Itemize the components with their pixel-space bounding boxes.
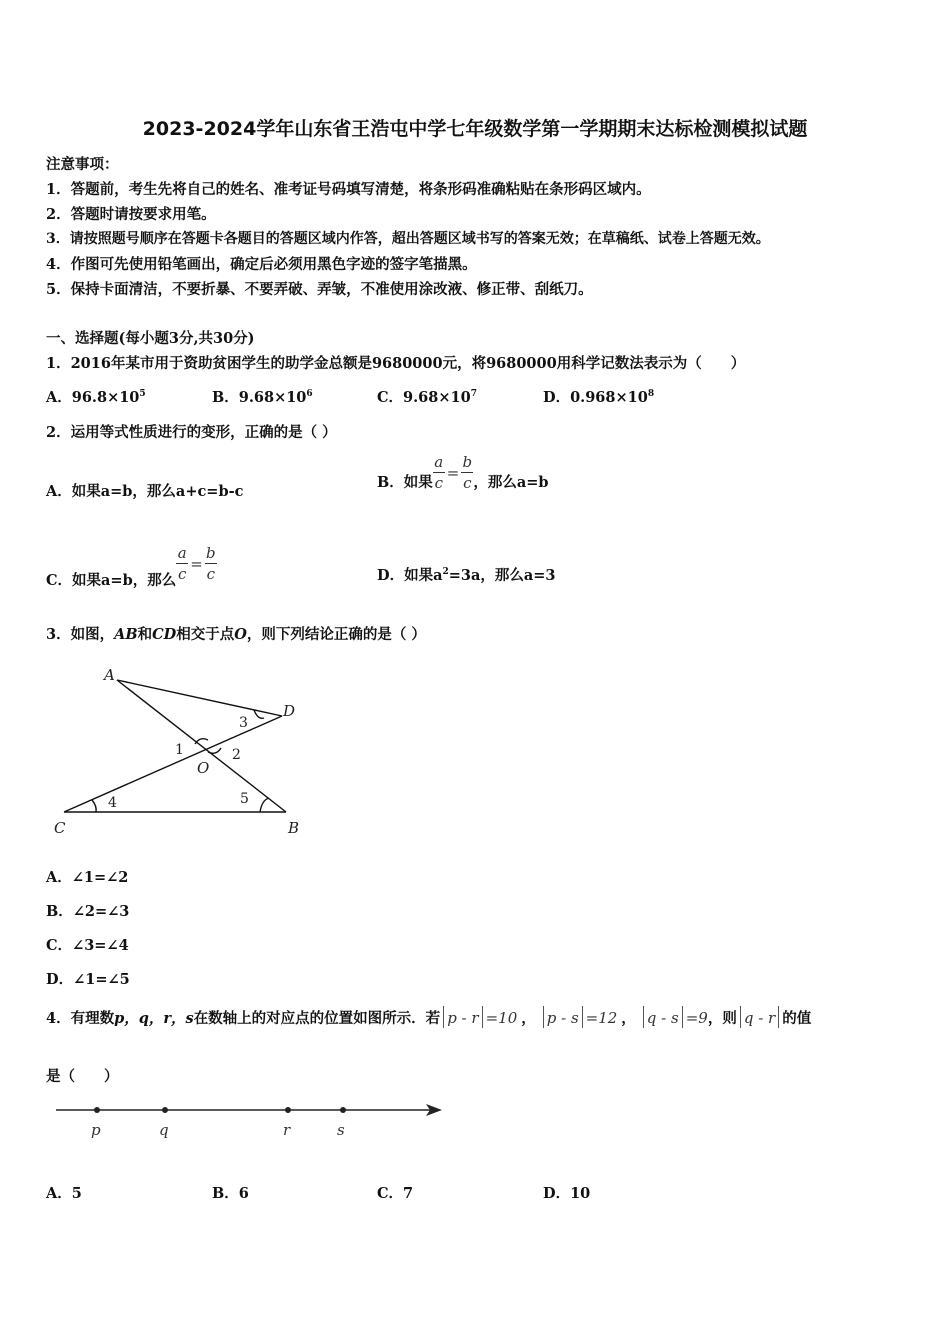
point-q (162, 1107, 168, 1113)
segment-cd (64, 716, 282, 812)
question-4-stem: 4．有理数 p，q，r，s 在数轴上的对应点的位置如图所示．若 p - r =10 ， p - s =12 ， q - s =9 ，则 q - r 的值 (46, 1006, 811, 1028)
point-label-o: O (197, 759, 210, 777)
fraction-a-over-c: $\frac{a}{c}$ (434, 453, 444, 492)
question-1-stem: 1．2016年某市用于资助贫困学生的助学金总额是9680000元，将9680000用科学记数法表示为（ ） (46, 355, 746, 372)
number-line (50, 1096, 450, 1146)
angle-arc-4 (92, 800, 96, 812)
notice-item: 2．答题时请按要求用笔。 (46, 206, 216, 223)
fraction-b-over-c: $\frac{b}{c}$ (462, 453, 473, 492)
abs-p-minus-s: p - s =12 (540, 1006, 618, 1028)
section-heading: 一、选择题(每小题3分,共30分) (46, 330, 255, 347)
q4-option-a: A．5 (46, 1185, 82, 1202)
q4-option-c: C．7 (377, 1185, 414, 1202)
q3-option-c: C．∠3=∠4 (46, 937, 129, 954)
angle-label-2: 2 (232, 747, 241, 763)
segment-ab (117, 680, 286, 812)
q2-option-a: A．如果a=b，那么a+c=b-c (46, 483, 244, 500)
question-3-stem: 3．如图，AB和CD相交于点O，则下列结论正确的是（ ） (46, 626, 426, 643)
question-2-stem: 2．运用等式性质进行的变形，正确的是（ ） (46, 424, 337, 441)
q1-option-d: D．$0.968\times 10^8$ (543, 389, 655, 406)
notice-heading: 注意事项： (46, 156, 119, 173)
abs-q-minus-s: q - s =9 (640, 1006, 708, 1028)
angle-label-5: 5 (240, 791, 249, 807)
page-title: 2023-2024学年山东省王浩屯中学七年级数学第一学期期末达标检测模拟试题 (142, 118, 808, 140)
q3-option-b: B．∠2=∠3 (46, 903, 130, 920)
axis-label-s: s (337, 1121, 345, 1139)
point-label-b: B (288, 819, 300, 837)
q1-option-c: C．$9.68\times 10^7$ (377, 389, 477, 406)
notice-item: 1．答题前，考生先将自己的姓名、准考证号码填写清楚，将条形码准确粘贴在条形码区域内。 (46, 181, 651, 198)
notice-item: 3．请按照题号顺序在答题卡各题目的答题区域内作答，超出答题区域书写的答案无效；在草稿纸、试卷上答题无效。 (46, 231, 770, 247)
abs-p-minus-r: p - r =10 (440, 1006, 517, 1028)
point-label-c: C (54, 819, 66, 837)
angle-arc-5 (260, 798, 269, 812)
q2-option-d: D．如果$a^2=3a$，那么a=3 (377, 567, 556, 584)
point-label-a: A (104, 666, 115, 684)
q3-option-a: A．∠1=∠2 (46, 869, 129, 886)
notice-item: 5．保持卡面清洁，不要折暴、不要弄破、弄皱，不准使用涂改液、修正带、刮纸刀。 (46, 281, 593, 298)
segment-ad (117, 680, 282, 716)
point-p (94, 1107, 100, 1113)
abs-q-minus-r: q - r (737, 1006, 782, 1028)
point-label-d: D (283, 702, 296, 720)
q2-option-b: B．如果 $\frac{a}{c}$ = $\frac{b}{c}$ ，那么a=b (377, 453, 549, 492)
fraction-a-over-c: $\frac{a}{c}$ (177, 544, 187, 583)
q1-option-a: A．$96.8\times 10^5$ (46, 389, 146, 406)
q4-option-d: D．10 (543, 1185, 591, 1202)
axis-label-p: p (91, 1121, 101, 1139)
q4-option-b: B．6 (212, 1185, 249, 1202)
axis-label-r: r (283, 1121, 291, 1139)
fraction-b-over-c: $\frac{b}{c}$ (206, 544, 216, 583)
point-s (340, 1107, 346, 1113)
q2-option-c: C．如果a=b，那么 $\frac{a}{c}$ = $\frac{b}{c}$ (46, 544, 216, 589)
axis-label-q: q (159, 1121, 169, 1139)
q3-option-d: D．∠1=∠5 (46, 971, 130, 988)
q1-option-b: B．$9.68\times 10^6$ (212, 389, 313, 406)
intersecting-lines-figure (40, 660, 320, 840)
notice-item: 4．作图可先使用铅笔画出，确定后必须用黑色字迹的签字笔描黑。 (46, 256, 477, 273)
question-4-stem-line2: 是（ ） (46, 1068, 119, 1085)
point-r (285, 1107, 291, 1113)
angle-label-3: 3 (239, 715, 248, 731)
angle-arc-2 (208, 748, 221, 753)
angle-label-4: 4 (108, 795, 117, 811)
angle-label-1: 1 (175, 742, 184, 758)
